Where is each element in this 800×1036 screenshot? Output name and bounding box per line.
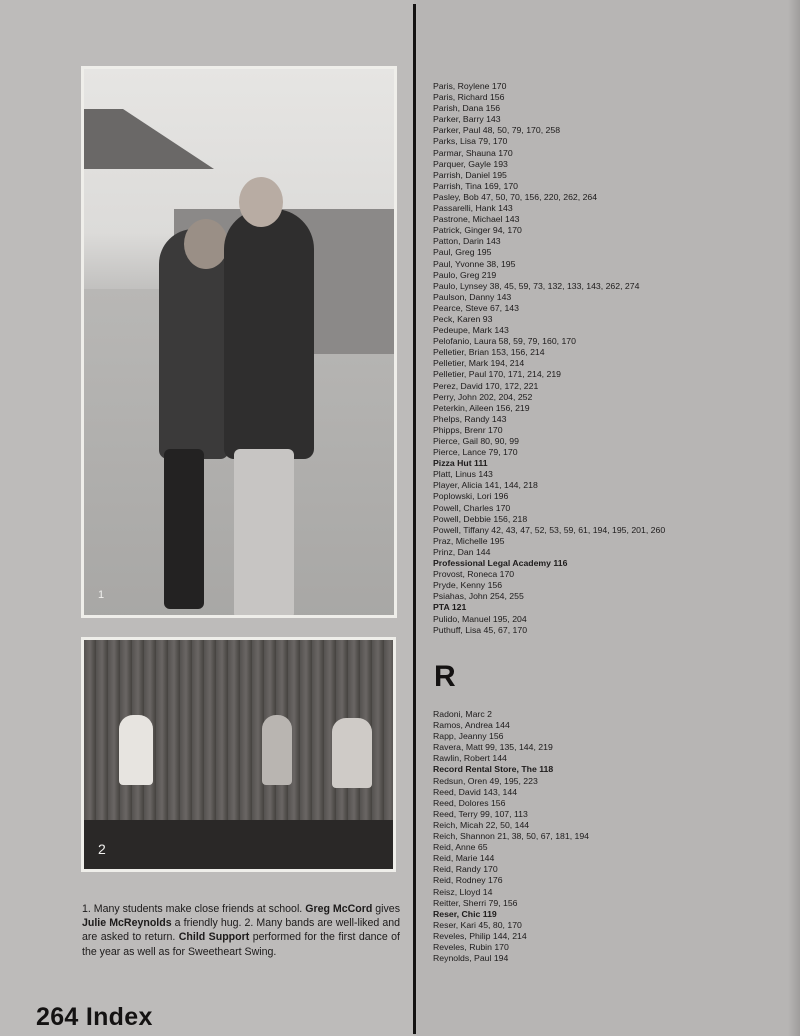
index-entry: Reynolds, Paul 194 — [433, 953, 509, 964]
index-entry: Pearce, Steve 67, 143 — [433, 302, 519, 313]
photo-number: 2 — [98, 841, 106, 857]
photo-figure-girl-head — [184, 219, 228, 269]
index-entry: Perez, David 170, 172, 221 — [433, 380, 539, 391]
index-entry: Pryde, Kenny 156 — [433, 580, 503, 591]
caption-text: gives — [372, 903, 400, 915]
index-entry: Perry, John 202, 204, 252 — [433, 391, 533, 402]
index-entry: Parks, Lisa 79, 170 — [433, 136, 508, 147]
index-entry: Paulson, Danny 143 — [433, 291, 512, 302]
index-entry: Phipps, Brenr 170 — [433, 424, 503, 435]
photo-band-member — [262, 715, 292, 785]
index-entry: Parker, Paul 48, 50, 79, 170, 258 — [433, 125, 561, 136]
index-entry: Prinz, Dan 144 — [433, 546, 491, 557]
index-entry: Powell, Charles 170 — [433, 502, 511, 513]
index-entry: Poplowski, Lori 196 — [433, 491, 509, 502]
index-entry: Reed, Terry 99, 107, 113 — [433, 808, 528, 819]
index-entry: Provost, Roneca 170 — [433, 569, 515, 580]
photo-band-member — [119, 715, 153, 785]
photo-number: 1 — [98, 589, 105, 601]
index-entry: Paul, Greg 195 — [433, 247, 492, 258]
index-entry: Pizza Hut 111 — [433, 458, 488, 469]
index-entry: Pierce, Lance 79, 170 — [433, 447, 518, 458]
index-entry: Pelofanio, Laura 58, 59, 79, 160, 170 — [433, 336, 576, 347]
index-entry: Pierce, Gail 80, 90, 99 — [433, 436, 519, 446]
index-entry: Psiahas, John 254, 255 — [433, 591, 524, 602]
index-entry: Reitter, Sherri 79, 156 — [433, 897, 518, 908]
index-entry: Parmar, Shauna 170 — [433, 147, 513, 158]
index-entry: Parrish, Daniel 195 — [433, 169, 507, 180]
index-entry: Paul, Yvonne 38, 195 — [433, 258, 516, 269]
index-entry: Reser, Chic 119 — [433, 908, 497, 919]
index-entry: Reich, Shannon 21, 38, 50, 67, 181, 194 — [433, 831, 590, 842]
index-entry: Pedeupe, Mark 143 — [433, 325, 509, 336]
index-entry: Professional Legal Academy 116 — [433, 558, 568, 569]
index-entry: Reveles, Philip 144, 214 — [433, 930, 527, 941]
index-entry: Patrick, Ginger 94, 170 — [433, 225, 522, 236]
index-entry: Praz, Michelle 195 — [433, 535, 505, 546]
caption-name: Greg McCord — [305, 903, 373, 915]
index-entry: Peterkin, Aileen 156, 219 — [433, 402, 530, 413]
caption-text: a friendly hug. 2. Many bands are well-liked and are asked to return. — [82, 917, 400, 944]
index-entry: Reed, Dolores 156 — [433, 797, 506, 808]
index-entry: Passarelli, Hank 143 — [433, 203, 513, 214]
photo-figure-boy — [224, 209, 314, 459]
index-entry: Paulo, Greg 219 — [433, 269, 497, 280]
page-footer: 264 Index — [36, 1003, 153, 1031]
photo-figure-boy-legs — [234, 449, 294, 618]
index-entry: Parquer, Gayle 193 — [433, 158, 508, 169]
index-entry: Paris, Roylene 170 — [433, 81, 507, 91]
index-entry: Paris, Richard 156 — [433, 92, 505, 103]
index-entry: Reich, Micah 22, 50, 144 — [433, 819, 530, 830]
index-entry: PTA 121 — [433, 602, 467, 613]
caption-name: Julie McReynolds — [82, 917, 172, 930]
index-list-r — [433, 709, 589, 964]
index-entry: Puthuff, Lisa 45, 67, 170 — [433, 624, 528, 635]
index-entry: Parrish, Tina 169, 170 — [433, 180, 518, 191]
photo-caption — [82, 902, 400, 959]
index-entry: Reveles, Rubin 170 — [433, 941, 509, 952]
column-divider — [413, 4, 416, 1034]
index-entry: Powell, Tiffany 42, 43, 47, 52, 53, 59, 61, 194, 195, 201, 260 — [433, 524, 666, 535]
index-entry: Peck, Karen 93 — [433, 313, 493, 324]
index-list-p — [433, 81, 665, 636]
index-entry: Reed, David 143, 144 — [433, 786, 518, 797]
index-entry: Pelletier, Paul 170, 171, 214, 219 — [433, 369, 561, 380]
index-entry: Parker, Barry 143 — [433, 114, 501, 125]
section-letter: R — [434, 660, 456, 693]
index-entry: Paulo, Lynsey 38, 45, 59, 73, 132, 133, 143, 262, 274 — [433, 280, 640, 291]
index-entry: Pasley, Bob 47, 50, 70, 156, 220, 262, 264 — [433, 191, 598, 202]
photo-figure-boy-head — [239, 177, 283, 227]
index-entry: Reid, Randy 170 — [433, 864, 498, 875]
page-edge — [788, 0, 800, 1036]
index-entry: Phelps, Randy 143 — [433, 413, 507, 424]
index-entry: Ravera, Matt 99, 135, 144, 219 — [433, 742, 553, 753]
index-entry: Parish, Dana 156 — [433, 103, 501, 114]
index-entry: Reid, Anne 65 — [433, 842, 488, 853]
index-entry: Pastrone, Michael 143 — [433, 214, 520, 225]
photo-figure-girl-legs — [164, 449, 204, 609]
caption-text: performed for the first dance of the year as well as for Sweetheart Swing. — [82, 931, 400, 958]
index-entry: Radoni, Marc 2 — [433, 709, 492, 719]
index-entry: Pelletier, Brian 153, 156, 214 — [433, 347, 545, 358]
index-entry: Pulido, Manuel 195, 204 — [433, 613, 527, 624]
index-entry: Record Rental Store, The 118 — [433, 764, 554, 775]
photo-stage-floor — [84, 820, 396, 872]
index-entry: Rapp, Jeanny 156 — [433, 731, 504, 742]
index-entry: Pelletier, Mark 194, 214 — [433, 358, 525, 369]
index-entry: Ramos, Andrea 144 — [433, 720, 510, 731]
caption-text: 1. Many students make close friends at school. — [82, 903, 306, 915]
index-entry: Rawlin, Robert 144 — [433, 753, 507, 764]
photo-students-hug — [81, 66, 397, 618]
photo-band-member — [332, 718, 372, 788]
index-entry: Reisz, Lloyd 14 — [433, 886, 493, 897]
index-entry: Player, Alicia 141, 144, 218 — [433, 480, 538, 491]
index-entry: Reser, Kari 45, 80, 170 — [433, 919, 522, 930]
index-entry: Redsun, Oren 49, 195, 223 — [433, 775, 538, 786]
index-entry: Reid, Rodney 176 — [433, 875, 503, 886]
index-entry: Platt, Linus 143 — [433, 469, 493, 480]
index-entry: Patton, Darin 143 — [433, 236, 501, 247]
photo-building-roof — [84, 109, 214, 169]
photo-band — [81, 637, 396, 872]
index-entry: Powell, Debbie 156, 218 — [433, 513, 528, 524]
index-entry: Reid, Marie 144 — [433, 853, 495, 864]
caption-name: Child Support — [178, 931, 250, 944]
